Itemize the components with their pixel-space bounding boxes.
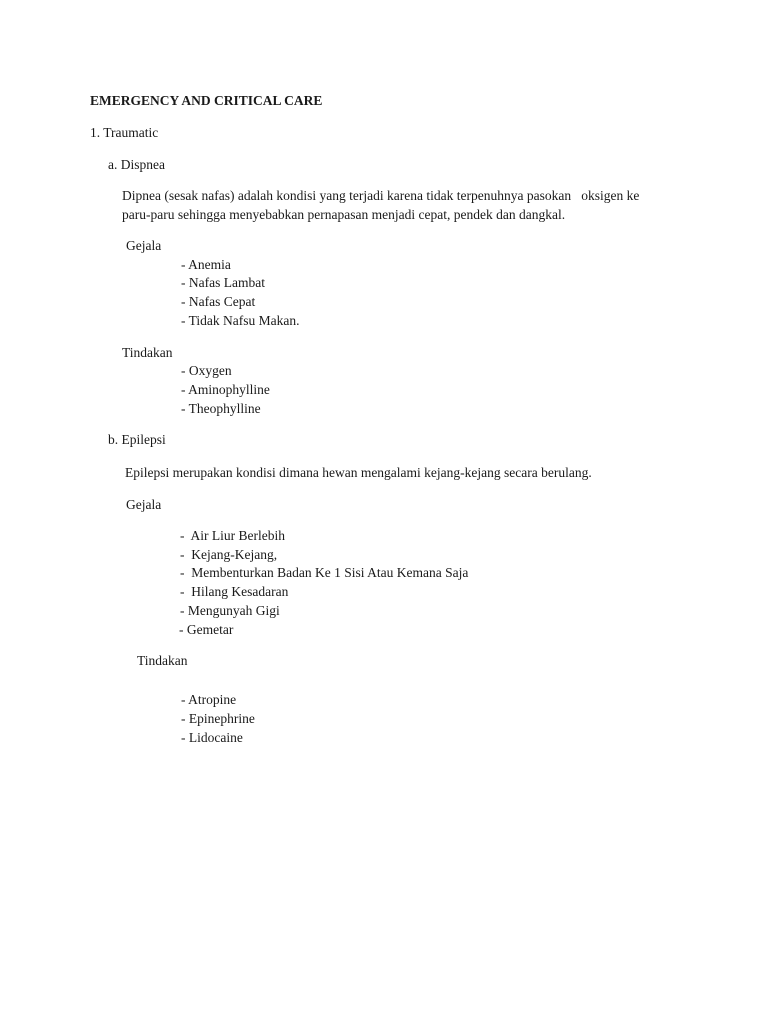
list-item: - Atropine [181, 692, 237, 707]
paragraph-line: Dipnea (sesak nafas) adalah kondisi yang terjadi karena tidak terpenuhnya pasokan oksigen ke [122, 188, 640, 203]
document-title: EMERGENCY AND CRITICAL CARE [90, 93, 323, 108]
section-heading: 1. Traumatic [90, 125, 159, 140]
list-item: - Gemetar [179, 622, 234, 637]
subsection-heading-epilepsi: b. Epilepsi [108, 432, 166, 447]
list-item: - Air Liur Berlebih [180, 528, 285, 543]
list-item: - Membenturkan Badan Ke 1 Sisi Atau Kemana Saja [180, 565, 469, 580]
list-item: - Aminophylline [181, 382, 270, 397]
list-item: - Epinephrine [181, 711, 255, 726]
list-item: - Nafas Lambat [181, 275, 265, 290]
paragraph-line: paru-paru sehingga menyebabkan pernapasan menjadi cepat, pendek dan dangkal. [122, 207, 566, 222]
list-item: - Nafas Cepat [181, 294, 256, 309]
list-item: - Mengunyah Gigi [180, 603, 280, 618]
list-item: - Theophylline [181, 401, 261, 416]
paragraph-line: Epilepsi merupakan kondisi dimana hewan mengalami kejang-kejang secara berulang. [125, 465, 592, 480]
list-item: - Anemia [181, 257, 231, 272]
list-item: - Tidak Nafsu Makan. [181, 313, 300, 328]
list-item: - Oxygen [181, 363, 232, 378]
gejala-label: Gejala [126, 238, 162, 253]
list-item: - Lidocaine [181, 730, 243, 745]
gejala-label: Gejala [126, 497, 162, 512]
subsection-heading-dispnea: a. Dispnea [108, 157, 165, 172]
list-item: - Hilang Kesadaran [180, 584, 289, 599]
list-item: - Kejang-Kejang, [180, 547, 278, 562]
tindakan-label: Tindakan [137, 653, 188, 668]
tindakan-label: Tindakan [122, 345, 173, 360]
